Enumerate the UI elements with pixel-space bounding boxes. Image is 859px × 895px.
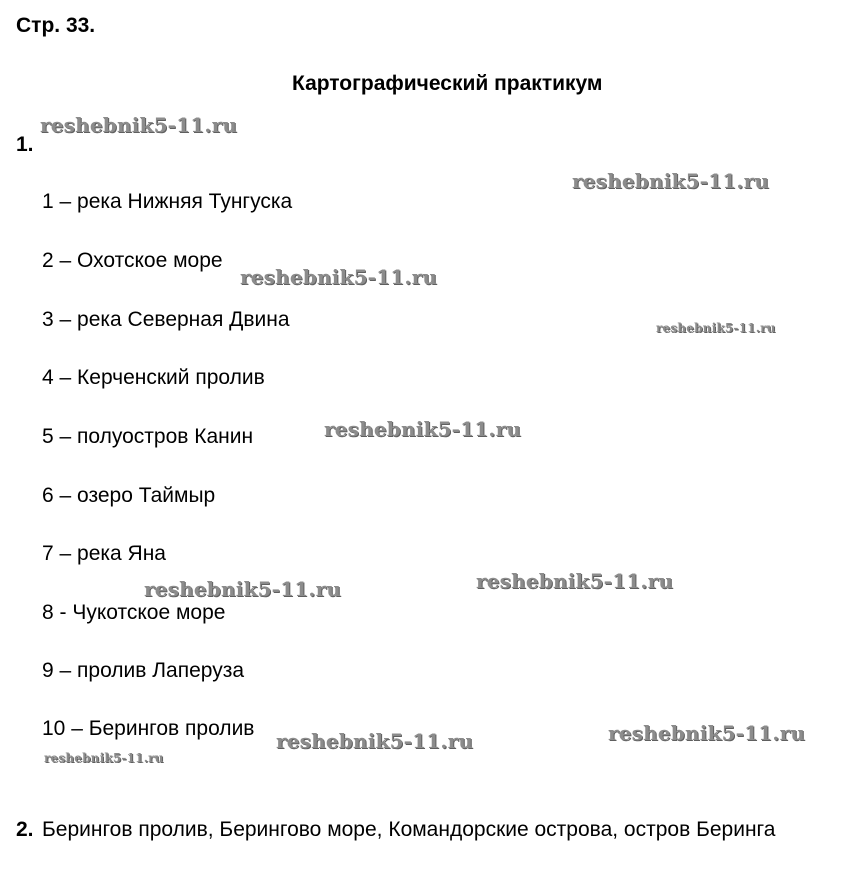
answer-item-7: 7 – река Яна (42, 542, 166, 565)
watermark: reshebnik5-11.ru (144, 577, 342, 601)
task-1-number: 1. (16, 133, 34, 156)
watermark: reshebnik5-11.ru (44, 751, 164, 765)
watermark: reshebnik5-11.ru (656, 321, 776, 335)
watermark: reshebnik5-11.ru (40, 113, 238, 137)
answer-item-4: 4 – Керченский пролив (42, 366, 265, 389)
watermark: reshebnik5-11.ru (608, 721, 806, 745)
answer-item-3: 3 – река Северная Двина (42, 308, 290, 331)
answer-item-8: 8 - Чукотское море (42, 601, 226, 624)
answer-item-1: 1 – река Нижняя Тунгуска (42, 190, 293, 213)
answer-item-10: 10 – Берингов пролив (42, 717, 255, 740)
answer-item-9: 9 – пролив Лаперуза (42, 659, 245, 682)
watermark: reshebnik5-11.ru (324, 417, 522, 441)
task-2-answer: Берингов пролив, Берингово море, Командорские острова, остров Беринга (42, 818, 776, 841)
watermark: reshebnik5-11.ru (476, 569, 674, 593)
answer-item-2: 2 – Охотское море (42, 249, 223, 272)
task-2-number: 2. (16, 818, 34, 841)
answer-item-5: 5 – полуостров Канин (42, 425, 254, 448)
page-number: Стр. 33. (16, 14, 96, 37)
watermark: reshebnik5-11.ru (572, 169, 770, 193)
watermark: reshebnik5-11.ru (240, 265, 438, 289)
watermark: reshebnik5-11.ru (276, 729, 474, 753)
section-title: Картографический практикум (292, 72, 603, 95)
answer-item-6: 6 – озеро Таймыр (42, 484, 216, 507)
